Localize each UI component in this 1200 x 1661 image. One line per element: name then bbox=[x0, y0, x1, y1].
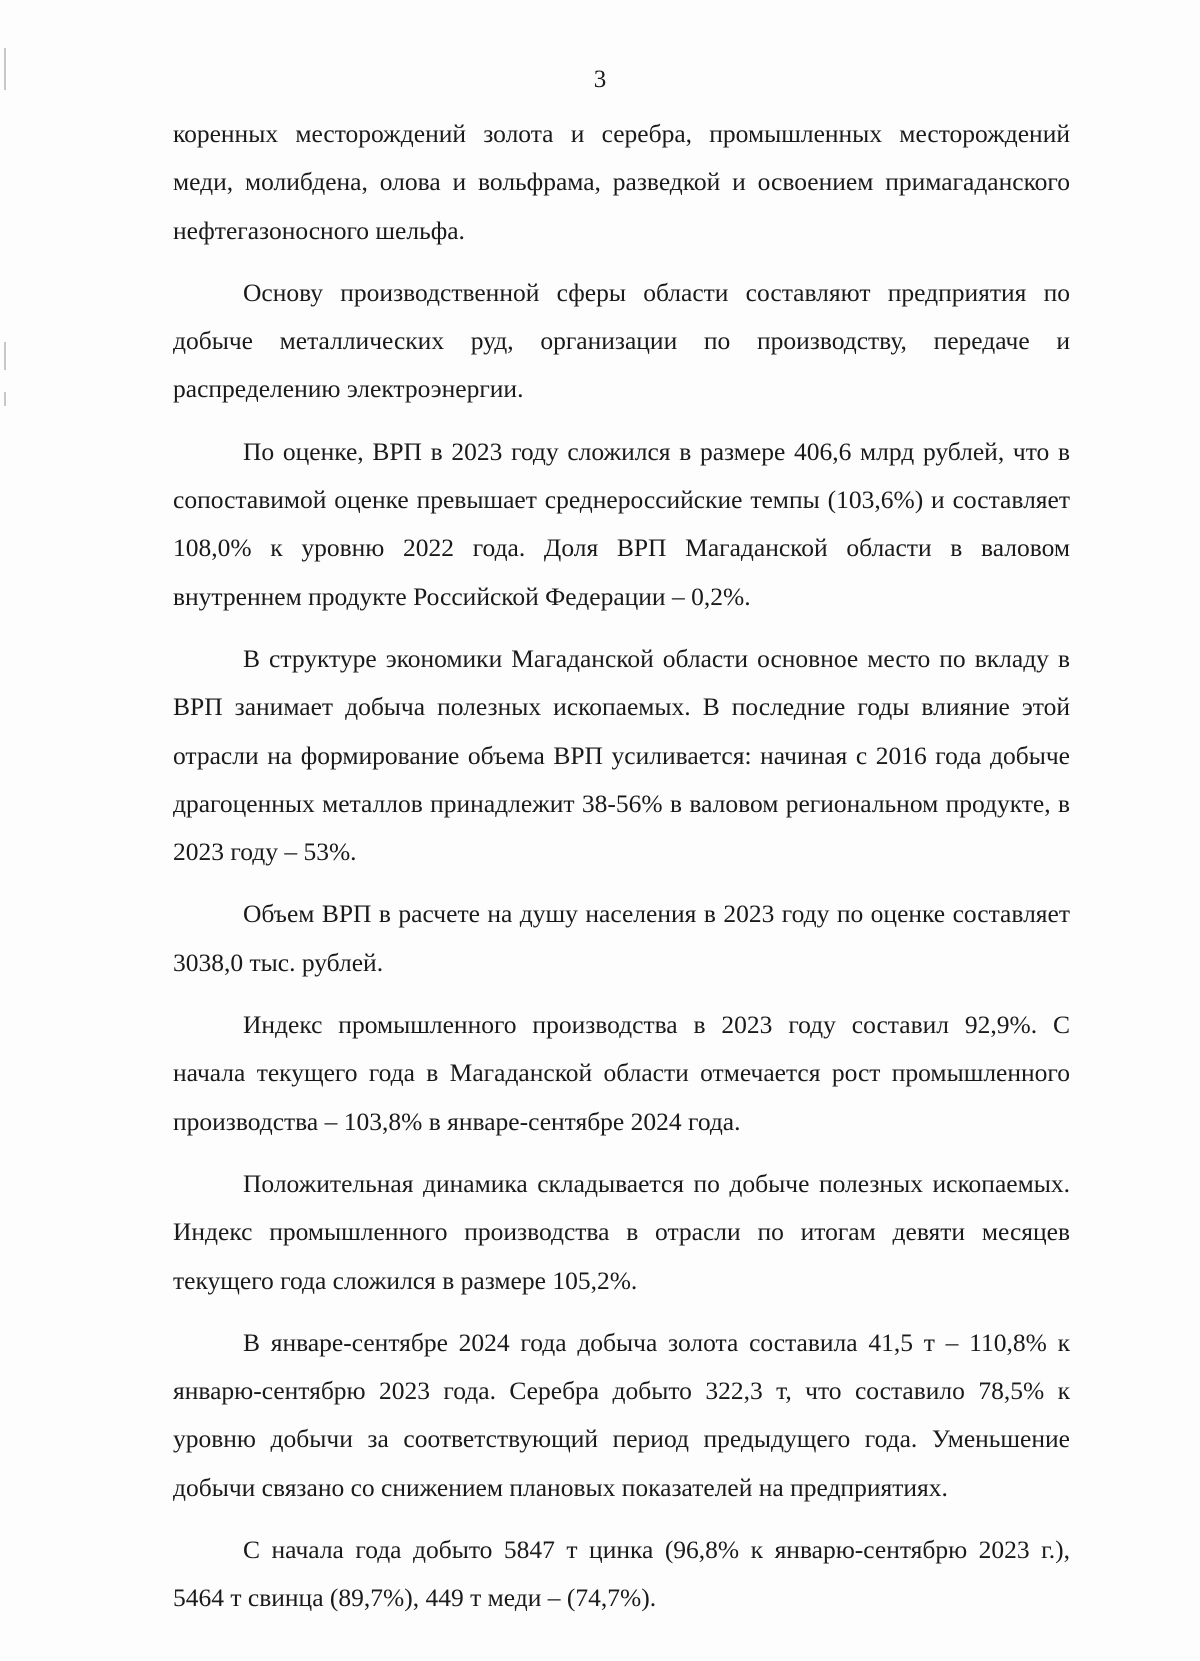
paragraph-mining-dynamics: Положительная динамика складывается по добыче полезных ископаемых. Индекс промышленного производства в отрасли по итогам девяти месяцев текущего года сложился в размере 105,2%. bbox=[173, 1168, 1070, 1295]
paragraph-continuation: коренных месторождений золота и серебра, промышленных месторождений меди, молибдена, олова и вольфрама, разведкой и освоением примагаданского нефтегазоносного шельфа. bbox=[173, 119, 1070, 245]
paragraph-grp-estimate: По оценке, ВРП в 2023 году сложился в размере 406,6 млрд рублей, что в сопоставимой оценке превышает среднероссийские темпы (103,6%) и составляет 108,0% к уровню 2022 года. Доля ВРП Магаданской области в валовом внутреннем продукте Российской Федерации – 0,2%. bbox=[173, 436, 1070, 611]
document-body bbox=[173, 110, 1070, 1623]
paragraph-industrial-index: Индекс промышленного производства в 2023 году составил 92,9%. С начала текущего года в Магаданской области отмечается рост промышленного производства – 103,8% в январе-сентябре 2024 года. bbox=[173, 1010, 1070, 1136]
paragraph-production-sphere: Основу производственной сферы области составляют предприятия по добыче металлических руд, организации по производству, передаче и распределению электроэнергии. bbox=[173, 277, 1070, 404]
paragraph-zinc-lead-copper: С начала года добыто 5847 т цинка (96,8% к январю-сентябрю 2023 г.), 5464 т свинца (89,7%), 449 т меди – (74,7%). bbox=[173, 1535, 1070, 1613]
paragraph-gold-silver: В январе-сентябре 2024 года добыча золота составила 41,5 т – 110,8% к январю-сентябрю 2023 года. Серебра добыто 322,3 т, что составило 78,5% к уровню добычи за соответствующий период предыдущего года. Уменьшение добычи связано со снижением плановых показателей на предприятиях. bbox=[173, 1327, 1070, 1502]
scan-edge-mark bbox=[4, 392, 6, 406]
paragraph-grp-per-capita: Объем ВРП в расчете на душу населения в 2023 году по оценке составляет 3038,0 тыс. рублей. bbox=[173, 899, 1070, 977]
paragraph-economy-structure: В структуре экономики Магаданской области основное место по вкладу в ВРП занимает добыча полезных ископаемых. В последние годы влияние этой отрасли на формирование объема ВРП усиливается: начиная с 2016 года добыче драгоценных металлов принадлежит 38-56% в валовом региональном продукте, в 2023 году – 53%. bbox=[173, 643, 1070, 867]
page-number: 3 bbox=[593, 66, 607, 93]
scan-edge-mark bbox=[4, 342, 6, 370]
